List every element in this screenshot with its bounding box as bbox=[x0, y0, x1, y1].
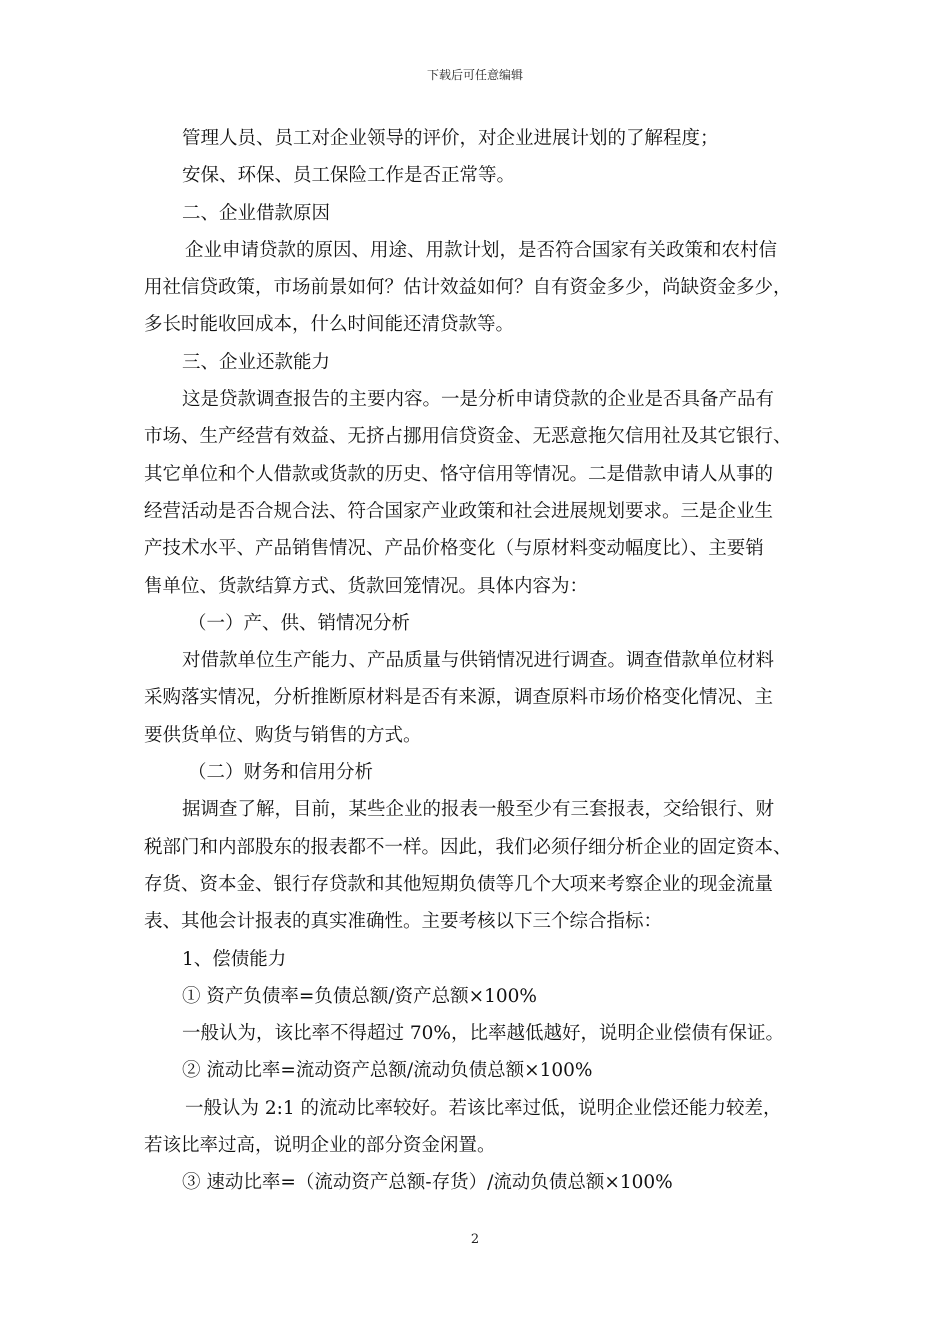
paragraph-line: 这是贷款调查报告的主要内容。一是分析申请贷款的企业是否具备产品有 bbox=[182, 389, 775, 411]
page-number: 2 bbox=[470, 1232, 480, 1247]
paragraph-line: 要供货单位、购货与销售的方式。 bbox=[144, 724, 422, 746]
section-heading: 三、企业还款能力 bbox=[182, 351, 331, 373]
paragraph-line: 若该比率过高，说明企业的部分资金闲置。 bbox=[144, 1135, 496, 1157]
paragraph-line: 一般认为，该比率不得超过 70%，比率越低越好，说明企业偿债有保证。 bbox=[182, 1023, 785, 1045]
paragraph-line: 产技术水平、产品销售情况、产品价格变化（与原材料变动幅度比）、主要销 bbox=[144, 538, 764, 560]
paragraph-line: 用社信贷政策，市场前景如何？估计效益如何？自有资金多少，尚缺资金多少， bbox=[144, 277, 792, 299]
paragraph-line: 税部门和内部股东的报表都不一样。因此，我们必须仔细分析企业的固定资本、 bbox=[144, 836, 792, 858]
paragraph-line: 售单位、货款结算方式、货款回笼情况。具体内容为： bbox=[144, 575, 589, 597]
paragraph-line: 对借款单位生产能力、产品质量与供销情况进行调查。调查借款单位材料 bbox=[182, 650, 775, 672]
section-heading: 二、企业借款原因 bbox=[182, 202, 331, 224]
paragraph-line: 表、其他会计报表的真实准确性。主要考核以下三个综合指标： bbox=[144, 911, 663, 933]
subsection-heading: （一）产、供、销情况分析 bbox=[188, 612, 411, 634]
paragraph-line: 管理人员、员工对企业领导的评价，对企业进展计划的了解程度； bbox=[182, 128, 719, 149]
paragraph-line: 安保、环保、员工保险工作是否正常等。 bbox=[182, 165, 516, 187]
paragraph-line: 存货、资本金、银行存贷款和其他短期负债等几个大项来考察企业的现金流量 bbox=[144, 873, 774, 895]
paragraph-line: 多长时能收回成本，什么时间能还清贷款等。 bbox=[144, 314, 515, 336]
list-heading: 1、偿债能力 bbox=[182, 948, 287, 970]
formula-line: ③ 速动比率=（流动资产总额-存货）/流动负债总额×100% bbox=[182, 1172, 673, 1194]
paragraph-line: 市场、生产经营有效益、无挤占挪用信贷资金、无恶意拖欠信用社及其它银行、 bbox=[144, 426, 792, 448]
formula-line: ① 资产负债率=负债总额/资产总额×100% bbox=[182, 985, 538, 1007]
page-header: 下载后可任意编辑 bbox=[426, 68, 523, 82]
body-text bbox=[144, 120, 824, 1202]
subsection-heading: （二）财务和信用分析 bbox=[188, 762, 374, 784]
paragraph-line: 采购落实情况，分析推断原材料是否有来源，调查原料市场价格变化情况、主 bbox=[144, 687, 774, 709]
paragraph-line: 经营活动是否合规合法、符合国家产业政策和社会进展规划要求。三是企业生 bbox=[144, 500, 774, 522]
paragraph-line: 据调查了解，目前，某些企业的报表一般至少有三套报表，交给银行、财 bbox=[182, 799, 775, 821]
paragraph-line: 其它单位和个人借款或货款的历史、恪守信用等情况。二是借款申请人从事的 bbox=[144, 463, 774, 485]
paragraph-line: 企业申请贷款的原因、用途、用款计划，是否符合国家有关政策和农村信 bbox=[185, 239, 778, 261]
formula-line: ② 流动比率=流动资产总额/流动负债总额×100% bbox=[182, 1060, 593, 1082]
paragraph-line: 一般认为 2:1 的流动比率较好。若该比率过低，说明企业偿还能力较差， bbox=[185, 1097, 782, 1119]
